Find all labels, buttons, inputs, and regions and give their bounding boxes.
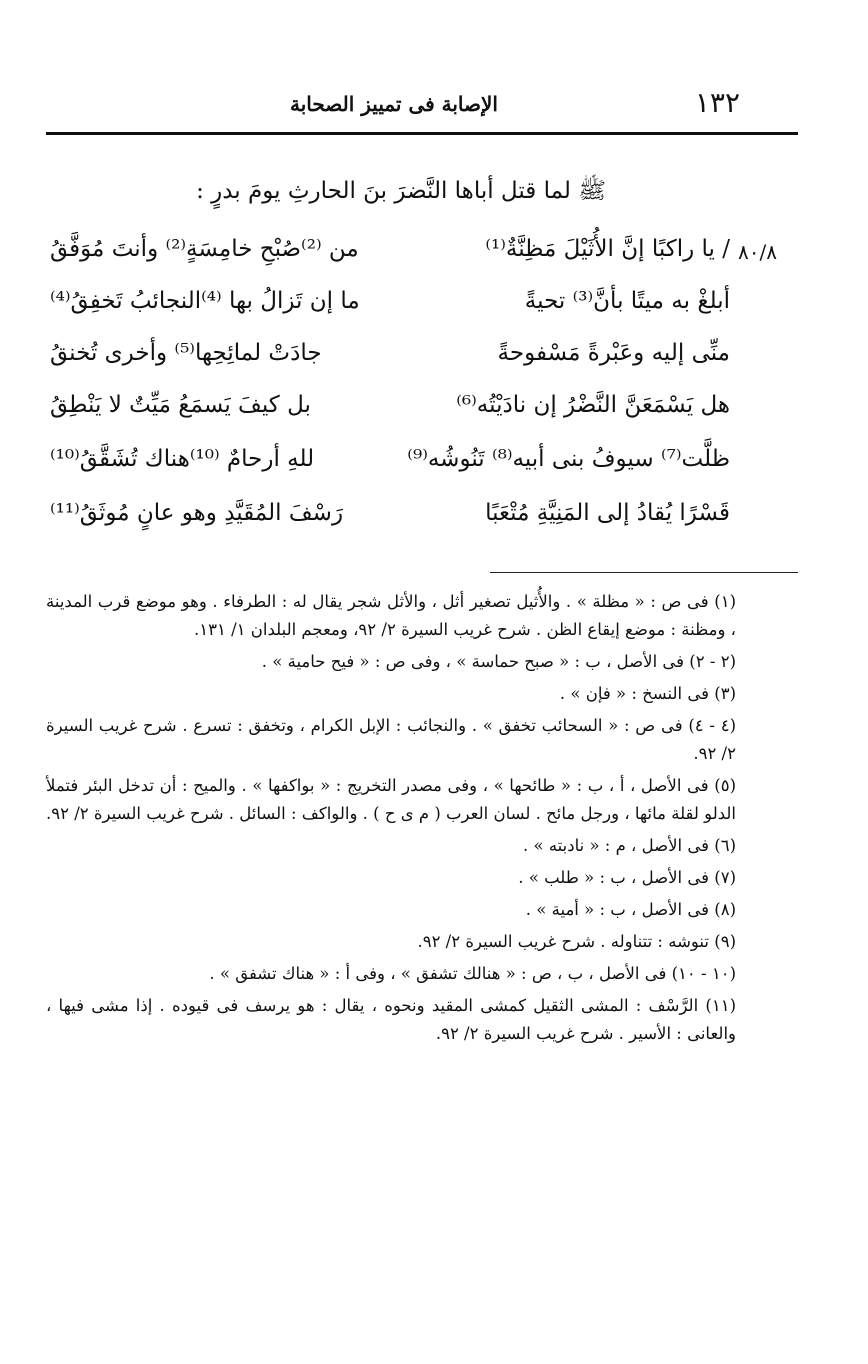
footnote: (٣) فى النسخ : « فإن » . — [559, 684, 736, 703]
footnote: (٩) تنوشه : تتناوله . شرح غريب السيرة ٢/ ٩٢. — [417, 932, 736, 951]
verse-line — [50, 288, 730, 332]
verse-second-hemistich: من ⁽²⁾صُبْحِ خامِسَةٍ⁽²⁾ وأنتَ مُوَفَّقُ — [50, 236, 359, 262]
verse-first-hemistich: ظلَّت⁽⁷⁾ سيوفُ بنى أبيه⁽⁸⁾ تَنُوشُه⁽⁹⁾ — [407, 446, 730, 472]
verse-line — [50, 446, 730, 490]
verse-line — [50, 500, 730, 544]
header-rule — [46, 132, 798, 135]
verse-second-hemistich: جادَتْ لمائِحِها⁽⁵⁾ وأخرى تُخنقُ — [50, 340, 322, 366]
verse-first-hemistich: منِّى إليه وعَبْرةً مَسْفوحةً — [497, 340, 730, 366]
verse-line — [50, 340, 730, 384]
footnote: (٧) فى الأصل ، ب : « طلب » . — [518, 868, 736, 887]
verse-second-hemistich: رَسْفَ المُقَيَّدِ وهو عانٍ مُوثَقُ⁽¹¹⁾ — [50, 500, 344, 526]
footnote: (٤ - ٤) فى ص : « السحائب تخفق » . والنجائب : الإبل الكرام ، وتخفق : تسرع . شرح غريب السيرة ٢/ ٩٢. — [46, 716, 736, 763]
page-number: ١٣٢ — [694, 86, 740, 119]
running-title: الإصابة فى تمييز الصحابة — [290, 92, 498, 116]
intro-line: ﷺ لما قتل أباها النَّضرَ بنَ الحارثِ يومَ بدرٍ : — [196, 178, 606, 204]
footnote: (٨) فى الأصل ، ب : « أمية » . — [525, 900, 736, 919]
verse-first-hemistich: قَسْرًا يُقادُ إلى المَنِيَّةِ مُتْعَبًا — [485, 500, 730, 526]
footnote: (١٠ - ١٠) فى الأصل ، ب ، ص : « هنالك تشفق » ، وفى أ : « هناك تشفق » . — [209, 964, 736, 983]
footnote: (٦) فى الأصل ، م : « نادبته » . — [522, 836, 736, 855]
footnote: (٢ - ٢) فى الأصل ، ب : « صبح حماسة » ، وفى ص : « فيح حامية » . — [261, 652, 736, 671]
footnote: (٥) فى الأصل ، أ ، ب : « طائحها » ، وفى مصدر التخريج : « بواكفها » . والميح : أن تدخل البئر فتملأ الدلو لقلة مائها ، ورجل مائح . لسان العرب ( م ى ح ) . والواكف : السائل . شرح غريب السيرة ٢/ ٩٢. — [45, 776, 736, 823]
margin-reference: ٨٠/٨ — [738, 240, 777, 264]
verse-first-hemistich: هل يَسْمَعَنَّ النَّضْرُ إن نادَيْتُه⁽⁶⁾ — [456, 392, 730, 418]
verse-second-hemistich: ما إن تَزالُ بها ⁽⁴⁾النجائبُ تَخفِقُ⁽⁴⁾ — [50, 288, 360, 314]
footnote-rule — [490, 572, 798, 573]
verse-line — [50, 236, 730, 280]
footnotes — [46, 588, 736, 1052]
verse-second-hemistich: بل كيفَ يَسمَعُ مَيِّتٌ لا يَنْطِقُ — [50, 392, 311, 418]
footnote: (١) فى ص : « مظلة » . والأُثيل تصغير أثل ، والأثل شجر يقال له : الطرفاء . وهو موضع قرب المدينة ، ومظنة : موضع إيقاع الظن . شرح غريب السيرة ٢/ ٩٢، ومعجم البلدان ١/ ١٣١. — [46, 592, 736, 639]
footnote: (١١) الرَّسْف : المشى الثقيل كمشى المقيد ونحوه ، يقال : هو يرسف فى قيوده . إذا مشى فيها ، والعانى : الأسير . شرح غريب السيرة ٢/ ٩٢. — [46, 996, 736, 1043]
verse-first-hemistich: أبلغْ به ميتًا بأنَّ⁽³⁾ تحيةً — [524, 288, 730, 314]
verse-first-hemistich: / يا راكبًا إنَّ الأُثَيْلَ مَظِنَّةٌ⁽¹⁾ — [485, 236, 730, 262]
verse-line — [50, 392, 730, 436]
verse-second-hemistich: للهِ أرحامٌ ⁽¹⁰⁾هناك تُشَقَّقُ⁽¹⁰⁾ — [50, 446, 315, 472]
